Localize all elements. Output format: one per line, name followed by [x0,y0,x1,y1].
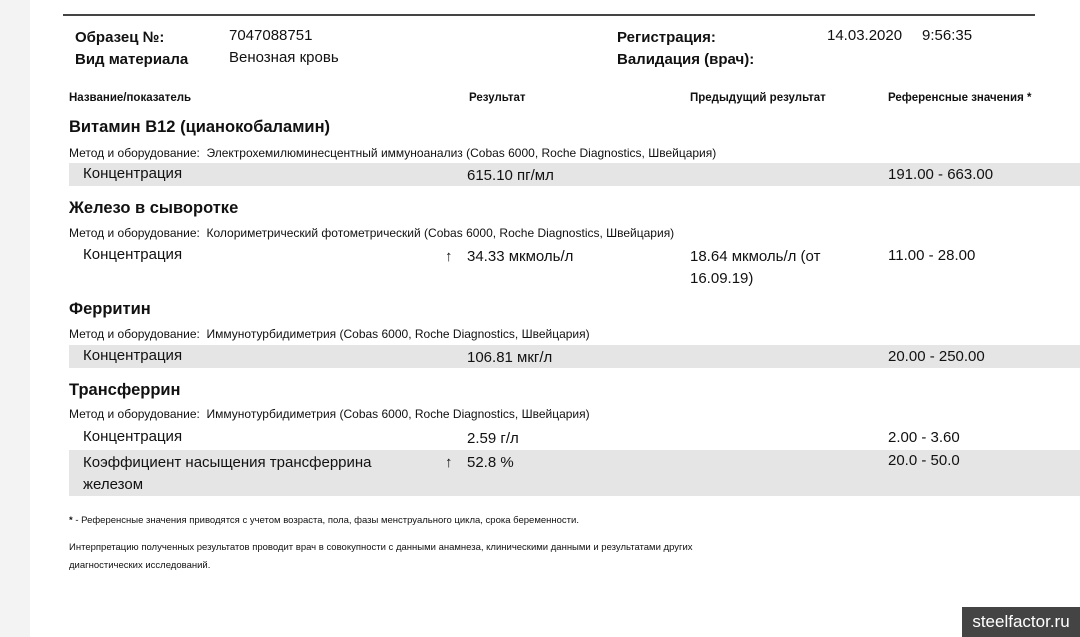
result-value: 2.59 г/л [467,430,519,447]
method-line [69,146,716,160]
method-value: Иммунотурбидиметрия (Cobas 6000, Roche Diagnostics, Швейцария) [206,327,590,341]
method-value: Иммунотурбидиметрия (Cobas 6000, Roche Diagnostics, Швейцария) [206,407,590,421]
result-name: Концентрация [83,428,183,445]
result-value: 615.10 пг/мл [467,167,554,184]
registration-label: Регистрация: [617,29,716,46]
result-value: 34.33 мкмоль/л [467,248,574,265]
method-line [69,226,674,240]
reference-value: 2.00 - 3.60 [888,429,960,446]
method-label: Метод и оборудование: [69,407,200,421]
column-header-name: Название/показатель [69,92,192,104]
sample-value: 7047088751 [229,27,313,44]
top-divider [63,14,1035,16]
test-title: Ферритин [69,300,151,318]
method-value: Электрохемилюминесцентный иммуноанализ (Cobas 6000, Roche Diagnostics, Швейцария) [206,146,717,160]
test-title: Трансферрин [69,381,181,399]
column-header-result: Результат [469,92,526,104]
material-value: Венозная кровь [229,49,339,66]
method-line [69,407,590,421]
footnote-star: * [69,515,73,526]
method-label: Метод и оборудование: [69,327,200,341]
result-name: Концентрация [83,347,183,364]
interpretation-note-line2: диагностических исследований. [69,560,211,571]
column-header-previous: Предыдущий результат [690,92,826,104]
previous-value-line1: 18.64 мкмоль/л (от [690,248,821,265]
high-flag-icon: ↑ [445,454,453,471]
material-label: Вид материала [75,51,189,68]
result-name-line1: Коэффициент насыщения трансферрина [83,454,372,471]
result-value: 52.8 % [467,454,514,471]
test-title: Железо в сыворотке [69,199,239,217]
result-name-line2: железом [83,476,144,493]
method-label: Метод и оборудование: [69,226,200,240]
column-header-reference: Референсные значения * [888,92,1032,104]
method-line [69,327,590,341]
sample-label: Образец №: [75,29,165,46]
result-name: Концентрация [83,165,183,182]
reference-value: 20.00 - 250.00 [888,348,985,365]
previous-value-line2: 16.09.19) [690,270,754,287]
registration-date: 14.03.2020 [827,27,903,44]
method-label: Метод и оборудование: [69,146,200,160]
high-flag-icon: ↑ [445,248,453,265]
validation-label: Валидация (врач): [617,51,755,68]
reference-value: 20.0 - 50.0 [888,452,960,469]
result-name: Концентрация [83,246,183,263]
method-value: Колориметрический фотометрический (Cobas 6000, Roche Diagnostics, Швейцария) [206,226,675,240]
result-value: 106.81 мкг/л [467,349,553,366]
watermark: steelfactor.ru [962,607,1080,637]
footnote-text: - Референсные значения приводятся с учетом возраста, пола, фазы менструального цикла, срока беременности. [72,515,579,526]
registration-time: 9:56:35 [922,27,973,44]
reference-value: 11.00 - 28.00 [888,247,976,264]
test-title: Витамин B12 (цианокобаламин) [69,118,331,136]
reference-value: 191.00 - 663.00 [888,166,994,183]
interpretation-note-line1: Интерпретацию полученных результатов проводит врач в совокупности с данными анамнеза, клиническими данными и результатами других [69,542,693,553]
reference-footnote [69,515,579,526]
